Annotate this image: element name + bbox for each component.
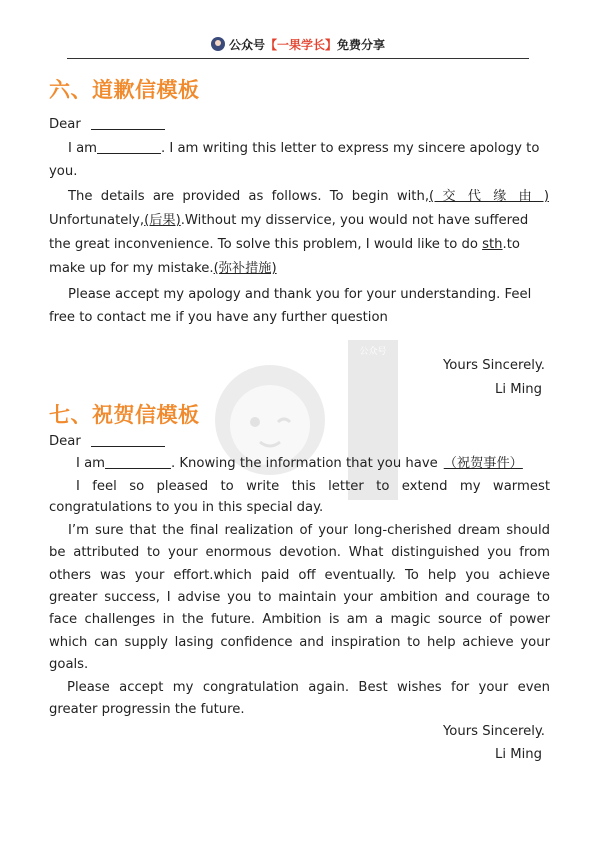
details-text: Unfortunately, bbox=[49, 213, 145, 228]
header-prefix: 公众号 bbox=[228, 38, 265, 52]
section6-signature: Li Ming bbox=[495, 382, 542, 397]
sender-blank bbox=[97, 139, 161, 154]
section6-details-line4 bbox=[49, 258, 277, 280]
sth-placeholder: sth bbox=[482, 237, 503, 252]
intro-text: . I am writing this letter to express my sincere apology to bbox=[161, 141, 540, 156]
header-brand: 【一果学长】 bbox=[264, 38, 337, 52]
watermark-badge: 公众号 bbox=[359, 347, 387, 357]
section7-body-line5: face challenges in the future. Ambition is am a magic source of power bbox=[49, 612, 550, 627]
details-text: .Without my disservice, you would not have suffered bbox=[180, 213, 529, 228]
intro-i-am: I am bbox=[68, 141, 98, 156]
intro-i-am: I am bbox=[76, 456, 106, 471]
section7-body-line1: I’m sure that the final realization of your long-cherished dream should bbox=[68, 523, 550, 538]
section6-intro-line1 bbox=[68, 138, 539, 160]
details-text: make up for my mistake. bbox=[49, 261, 214, 276]
section7-closing-line2: greater progressin the future. bbox=[49, 702, 245, 717]
explain-reason-placeholder: ( 交 代 缘 由 ) bbox=[429, 189, 549, 204]
section7-body-line7: goals. bbox=[49, 657, 89, 672]
avatar-icon bbox=[211, 37, 225, 51]
header-suffix: 免费分享 bbox=[337, 38, 386, 52]
remedy-placeholder: (弥补措施) bbox=[213, 261, 277, 276]
intro-text: . Knowing the information that you have bbox=[171, 456, 438, 471]
section6-details-line2 bbox=[49, 210, 549, 232]
page-header bbox=[0, 36, 596, 53]
details-text: The details are provided as follows. To begin with, bbox=[68, 189, 430, 204]
details-text: the great inconvenience. To solve this problem, I would like to do bbox=[49, 237, 483, 252]
dear-label: Dear bbox=[49, 117, 81, 132]
section6-closing-line1: Please accept my apology and thank you for your understanding. Feel bbox=[68, 287, 532, 302]
section6-sign-off: Yours Sincerely. bbox=[443, 358, 545, 373]
header-divider bbox=[67, 58, 529, 59]
section7-pleased-line2: congratulations to you in this special day. bbox=[49, 500, 324, 515]
sender-blank bbox=[105, 454, 171, 469]
section7-signature: Li Ming bbox=[495, 747, 542, 762]
consequence-placeholder: (后果) bbox=[144, 213, 181, 228]
section7-intro-line1 bbox=[76, 453, 523, 475]
section7-body-line6: which can supply lasing confidence and inspiration to help achieve your bbox=[49, 635, 550, 650]
section6-intro-line2: you. bbox=[49, 164, 78, 179]
section7-body-line2: be attributed to your enormous devotion. What distinguished you from bbox=[49, 545, 550, 560]
section6-title: 六、道歉信模板 bbox=[49, 78, 200, 102]
section7-greeting bbox=[49, 431, 165, 453]
section6-closing-line2: free to contact me if you have any further question bbox=[49, 310, 388, 325]
section6-greeting bbox=[49, 114, 165, 136]
section7-sign-off: Yours Sincerely. bbox=[443, 724, 545, 739]
details-text: .to bbox=[502, 237, 520, 252]
recipient-blank bbox=[91, 432, 165, 447]
section6-details-line1 bbox=[68, 186, 549, 208]
section7-title: 七、祝贺信模板 bbox=[49, 403, 200, 427]
section7-body-line3: others was your effort.which paid off eventually. To help you achieve bbox=[49, 568, 550, 583]
dear-label: Dear bbox=[49, 434, 81, 449]
section6-details-line3 bbox=[49, 234, 549, 256]
section7-pleased-line1: I feel so pleased to write this letter to extend my warmest bbox=[76, 479, 550, 494]
congrats-event-placeholder: （祝贺事件） bbox=[443, 456, 523, 471]
section7-body-line4: greater success, I advise you to maintain your ambition and courage to bbox=[49, 590, 550, 605]
recipient-blank bbox=[91, 115, 165, 130]
section7-closing-line1: Please accept my congratulation again. Best wishes for your even bbox=[67, 680, 550, 695]
